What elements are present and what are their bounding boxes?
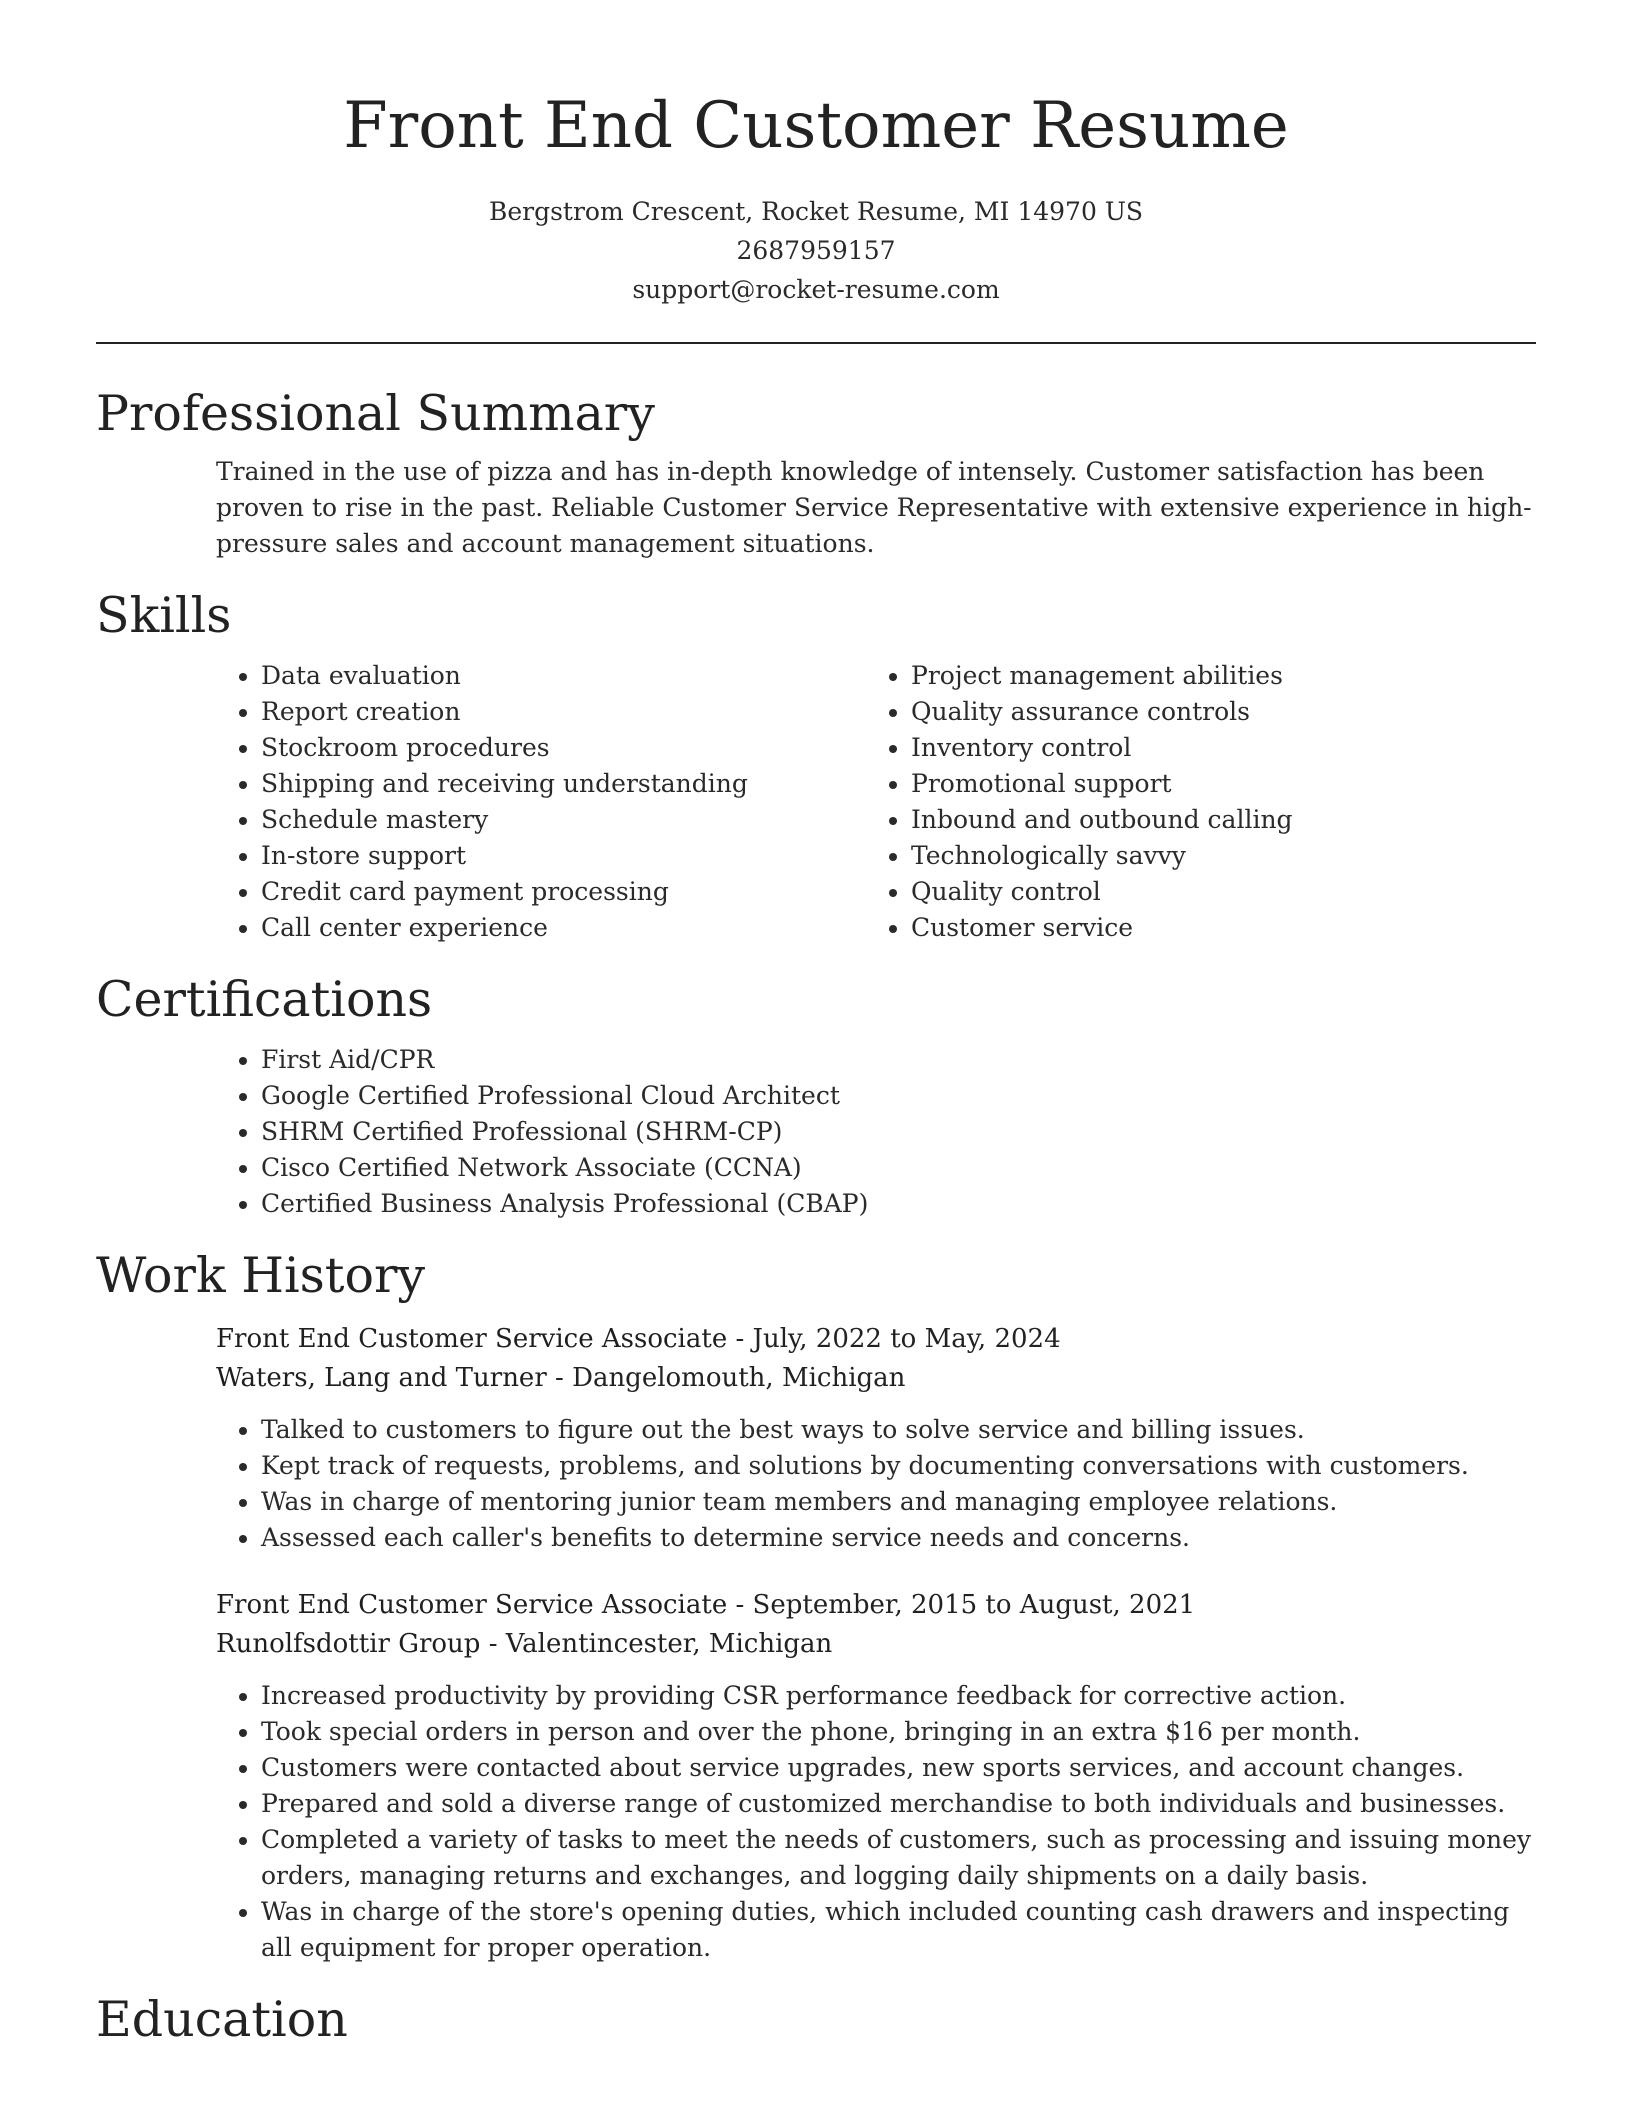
skill-item: • Stockroom procedures: [261, 730, 866, 766]
job-duty: • Completed a variety of tasks to meet the needs of customers, such as processing and issuing money orders, managing returns and exchanges, and logging daily shipments on a daily basis.: [261, 1822, 1536, 1894]
resume-content: [96, 382, 1536, 2052]
skill-item: • Data evaluation: [261, 658, 866, 694]
skill-item: • Inventory control: [911, 730, 1516, 766]
skill-item: • Technologically savvy: [911, 838, 1516, 874]
job-role: Front End Customer Service Associate: [216, 1324, 728, 1354]
skill-item: • Call center experience: [261, 910, 866, 946]
job-duty: • Was in charge of mentoring junior team members and managing employee relations.: [261, 1484, 1536, 1520]
education-section: [96, 1988, 1536, 2052]
job-company-line: [216, 1359, 1536, 1398]
job-duty: • Prepared and sold a diverse range of customized merchandise to both individuals and businesses.: [261, 1786, 1536, 1822]
job-entry: [216, 1586, 1536, 1966]
skill-item: • Promotional support: [911, 766, 1516, 802]
job-duty: • Customers were contacted about service upgrades, new sports services, and account changes.: [261, 1750, 1536, 1786]
skill-item: • In-store support: [261, 838, 866, 874]
skills-heading: Skills: [96, 587, 232, 644]
job-separator: -: [555, 1363, 573, 1393]
skill-item: • Quality assurance controls: [911, 694, 1516, 730]
work-history-heading: Work History: [96, 1247, 426, 1304]
job-role: Front End Customer Service Associate: [216, 1590, 728, 1620]
summary-heading: Professional Summary: [96, 385, 655, 442]
job-dates: July, 2022 to May, 2024: [752, 1324, 1061, 1354]
job-duty: • Increased productivity by providing CSR performance feedback for corrective action.: [261, 1678, 1536, 1714]
header-divider: [96, 342, 1536, 344]
certifications-section: [96, 968, 1536, 1222]
phone-number: 2687959157: [736, 236, 896, 265]
certifications-heading: Certifications: [96, 971, 433, 1028]
job-title-line: [216, 1586, 1536, 1625]
job-duty: • Assessed each caller's benefits to determine service needs and concerns.: [261, 1520, 1536, 1556]
skill-item: • Quality control: [911, 874, 1516, 910]
job-company: Runolfsdottir Group: [216, 1629, 481, 1659]
job-separator: -: [488, 1629, 506, 1659]
skill-item: • Credit card payment processing: [261, 874, 866, 910]
job-entry: [216, 1320, 1536, 1556]
job-dates: September, 2015 to August, 2021: [752, 1590, 1196, 1620]
email-address[interactable]: support@rocket-resume.com: [632, 275, 1000, 304]
education-heading: Education: [96, 1991, 348, 2048]
certifications-list: [216, 1042, 1536, 1222]
skill-item: • Shipping and receiving understanding: [261, 766, 866, 802]
certification-item: • SHRM Certified Professional (SHRM-CP): [261, 1114, 1536, 1150]
job-location: Valentincester, Michigan: [505, 1629, 833, 1659]
skill-item: • Schedule mastery: [261, 802, 866, 838]
skills-columns: [216, 658, 1536, 946]
resume-title: Front End Customer Resume: [343, 89, 1289, 163]
summary-text: Trained in the use of pizza and has in-depth knowledge of intensely. Customer satisfaction has been proven to rise in the past. Reliable Customer Service Representative with extensive experience in high-pressure sales and account management situations.: [216, 457, 1532, 558]
job-company-line: [216, 1625, 1536, 1664]
certification-item: • Cisco Certified Network Associate (CCNA): [261, 1150, 1536, 1186]
job-title-line: [216, 1320, 1536, 1359]
skills-section: [96, 584, 1536, 946]
certification-item: • Certified Business Analysis Professional (CBAP): [261, 1186, 1536, 1222]
skill-item: • Report creation: [261, 694, 866, 730]
job-company: Waters, Lang and Turner: [216, 1363, 547, 1393]
job-duty: • Was in charge of the store's opening duties, which included counting cash drawers and inspecting all equipment for proper operation.: [261, 1894, 1536, 1966]
job-duty: • Took special orders in person and over the phone, bringing in an extra $16 per month.: [261, 1714, 1536, 1750]
job-duties-list: [216, 1412, 1536, 1556]
address-line: Bergstrom Crescent, Rocket Resume, MI 14970 US: [488, 197, 1144, 226]
contact-info: [0, 192, 1632, 309]
certification-item: • Google Certified Professional Cloud Architect: [261, 1078, 1536, 1114]
skills-list-left: [216, 658, 866, 946]
job-duties-list: [216, 1678, 1536, 1966]
skills-list-right: [866, 658, 1516, 946]
job-separator: -: [735, 1324, 753, 1354]
job-duty: • Talked to customers to figure out the best ways to solve service and billing issues.: [261, 1412, 1536, 1448]
skill-item: • Inbound and outbound calling: [911, 802, 1516, 838]
job-duty: • Kept track of requests, problems, and solutions by documenting conversations with customers.: [261, 1448, 1536, 1484]
resume-header: [0, 0, 1632, 309]
skill-item: • Project management abilities: [911, 658, 1516, 694]
certification-item: • First Aid/CPR: [261, 1042, 1536, 1078]
job-separator: -: [735, 1590, 753, 1620]
summary-section: [96, 382, 1536, 562]
skill-item: • Customer service: [911, 910, 1516, 946]
work-history-section: [96, 1244, 1536, 1966]
job-location: Dangelomouth, Michigan: [572, 1363, 906, 1393]
